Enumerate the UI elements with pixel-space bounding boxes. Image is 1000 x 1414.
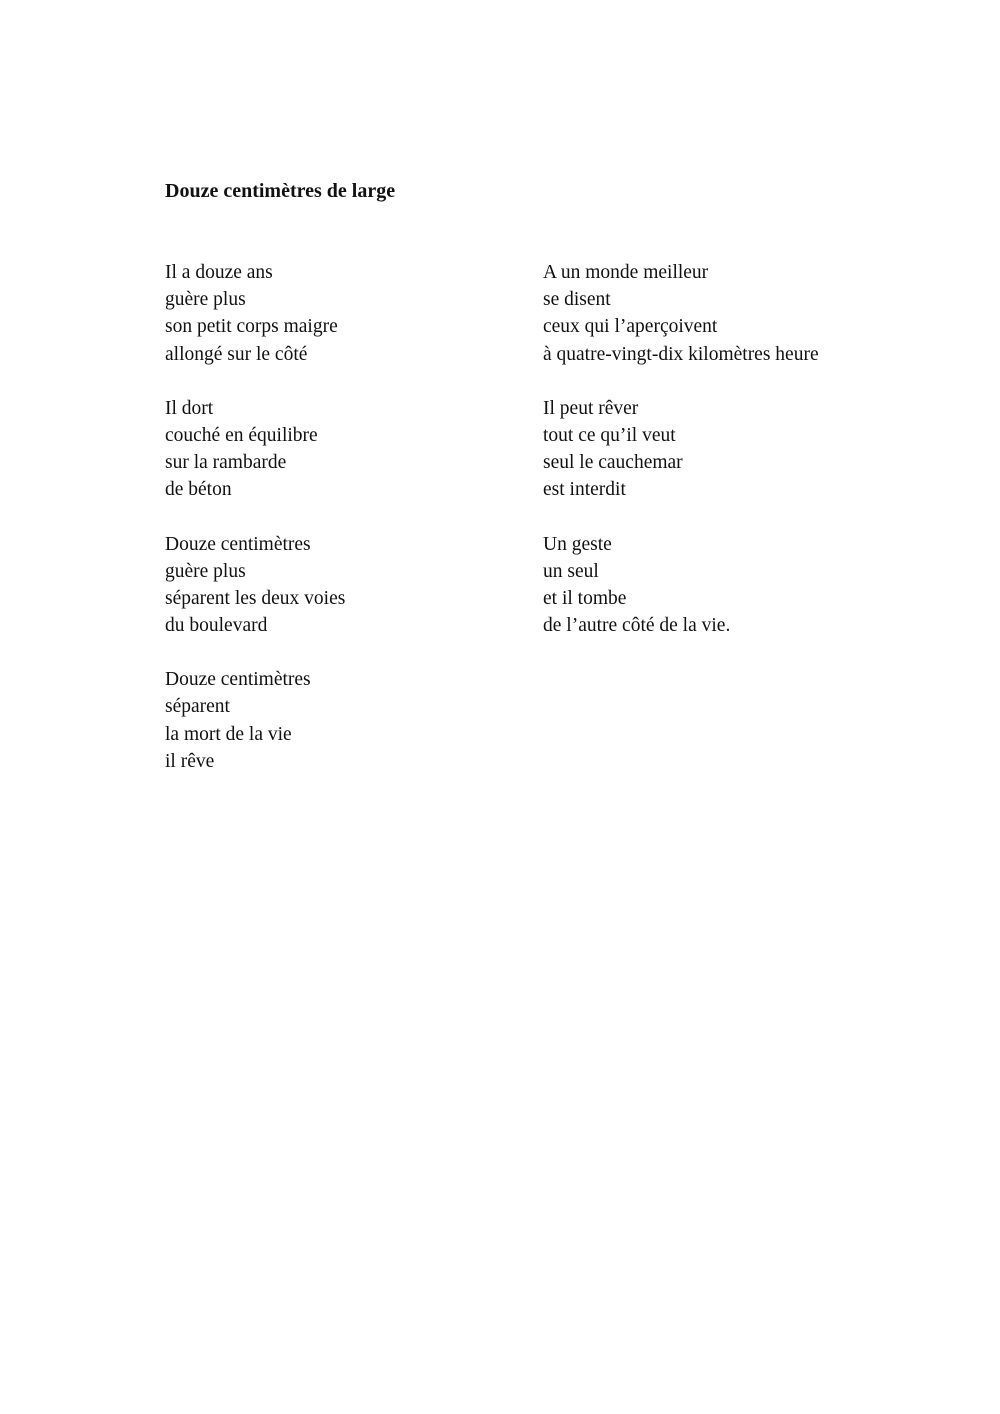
poem-line: Il a douze ans [165,262,273,283]
poem-line: Il dort [165,397,214,419]
poem-line: à quatre-vingt-dix kilomètres heure [543,343,819,365]
poem-line: un seul [543,560,599,582]
poem-column-left [165,259,345,802]
poem-line: tout ce qu’il veut [543,424,676,446]
poem-line: se disent [543,289,611,311]
poem-line: allongé sur le côté [165,343,308,365]
poem-line: A un monde meilleur [543,262,709,283]
poem-line: couché en équilibre [165,424,318,446]
poem-line: est interdit [543,479,626,501]
poem-line: de béton [165,479,232,501]
poem-line: de l’autre côté de la vie. [543,615,731,637]
stanza [165,259,345,368]
poem-line: séparent [165,696,230,718]
poem-line: du boulevard [165,615,268,637]
poem-title: Douze centimètres de large [165,180,396,202]
stanza [165,531,345,640]
stanza [165,395,345,504]
stanza [543,259,819,368]
poem-line: son petit corps maigre [165,316,338,338]
stanza [543,531,819,640]
poem-line: ceux qui l’aperçoivent [543,316,718,338]
poem-line: sur la rambarde [165,452,287,474]
poem-line: Douze centimètres [165,533,311,555]
stanza [543,395,819,504]
poem-line: Il peut rêver [543,397,639,419]
poem-line: séparent les deux voies [165,587,346,609]
poem-line: Douze centimètres [165,669,311,691]
stanza [165,666,345,775]
poem-line: il rêve [165,750,215,772]
poem-line: guère plus [165,560,246,582]
poem-line: guère plus [165,289,246,311]
poem-column-right [543,259,819,666]
poem-line: Un geste [543,533,612,555]
poem-line: la mort de la vie [165,723,292,745]
poem-line: et il tombe [543,587,627,609]
poem-line: seul le cauchemar [543,452,683,474]
